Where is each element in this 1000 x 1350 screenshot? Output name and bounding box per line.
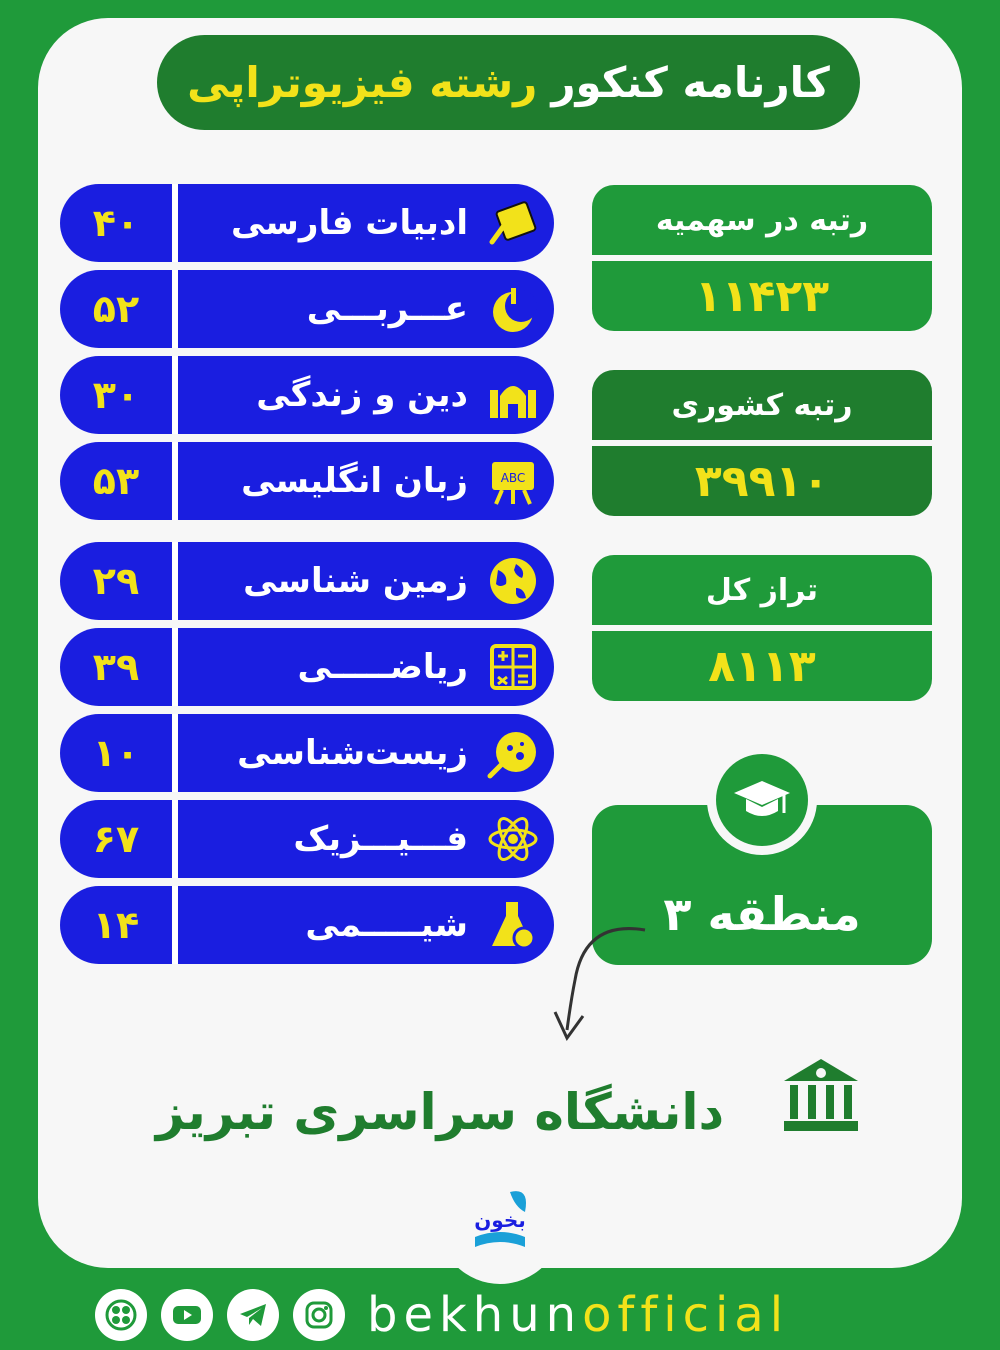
instagram-icon[interactable] <box>293 1289 345 1341</box>
subject-score: ۳۹ <box>92 645 140 689</box>
subject-score: ۵۲ <box>92 287 140 331</box>
university-name: دانشگاه سراسری تبریز <box>155 1083 725 1141</box>
subject-row <box>60 542 554 620</box>
aparat-icon[interactable] <box>95 1289 147 1341</box>
subject-score: ۱۴ <box>92 903 140 947</box>
total-score-label: تراز کل <box>592 555 932 625</box>
atom-icon <box>484 810 542 868</box>
svg-text:ABC: ABC <box>500 471 526 485</box>
subject-score: ۲۹ <box>92 559 140 603</box>
book-icon <box>484 194 542 252</box>
total-score-value: ۸۱۱۳ <box>592 631 932 701</box>
national-rank-box <box>592 370 932 516</box>
petri-dish-icon <box>484 724 542 782</box>
footer <box>0 1280 1000 1350</box>
calculator-icon <box>484 638 542 696</box>
youtube-icon[interactable] <box>161 1289 213 1341</box>
crescent-icon <box>484 280 542 338</box>
svg-text:بخون: بخون <box>474 1208 526 1232</box>
subject-score: ۱۰ <box>92 731 140 775</box>
total-score-box <box>592 555 932 701</box>
subject-row <box>60 628 554 706</box>
national-rank-label: رتبه کشوری <box>592 370 932 440</box>
subject-name: فـــیـــزیک <box>293 819 468 859</box>
subject-row <box>60 184 554 262</box>
mosque-icon <box>484 366 542 424</box>
subject-name: ریاضـــــی <box>297 647 468 687</box>
flask-icon <box>484 896 542 954</box>
quota-rank-value: ۱۱۴۲۳ <box>592 261 932 331</box>
curved-arrow-icon <box>545 920 655 1050</box>
globe-icon <box>484 552 542 610</box>
subject-row <box>60 442 554 520</box>
telegram-icon[interactable] <box>227 1289 279 1341</box>
subject-name: شیـــــمی <box>305 905 468 945</box>
subject-row <box>60 356 554 434</box>
quota-rank-box <box>592 185 932 331</box>
subject-row <box>60 714 554 792</box>
subject-row <box>60 800 554 878</box>
title-yellow-text: رشته فیزیوتراپی <box>187 58 538 107</box>
quota-rank-label: رتبه در سهمیه <box>592 185 932 255</box>
graduation-cap-icon <box>716 754 808 846</box>
brand-yellow: official <box>582 1287 790 1343</box>
subject-score: ۴۰ <box>92 201 140 245</box>
university-building-icon <box>780 1055 862 1137</box>
region-box: منطقه ۳ <box>592 805 932 965</box>
subject-name: ادبیات فارسی <box>231 203 468 243</box>
abc-board-icon <box>484 452 542 510</box>
subject-score: ۳۰ <box>92 373 140 417</box>
subject-name: زمین شناسی <box>243 561 468 601</box>
title-white-text: کارنامه کنکور <box>551 58 830 107</box>
bekhun-logo <box>438 1160 562 1284</box>
page-title <box>157 35 860 130</box>
subject-name: عـــربـــی <box>306 289 468 329</box>
subject-name: دین و زندگی <box>256 375 468 415</box>
subject-row <box>60 270 554 348</box>
subject-name: زیست‌شناسی <box>237 733 468 773</box>
subject-name: زبان انگلیسی <box>241 461 468 501</box>
graduation-cap-badge <box>707 745 817 855</box>
brand-handle[interactable] <box>367 1287 789 1343</box>
national-rank-value: ۳۹۹۱۰ <box>592 446 932 516</box>
subject-score: ۶۷ <box>92 817 140 861</box>
subject-score: ۵۳ <box>92 459 140 503</box>
subject-row <box>60 886 554 964</box>
brand-white: bekhun <box>367 1287 583 1343</box>
